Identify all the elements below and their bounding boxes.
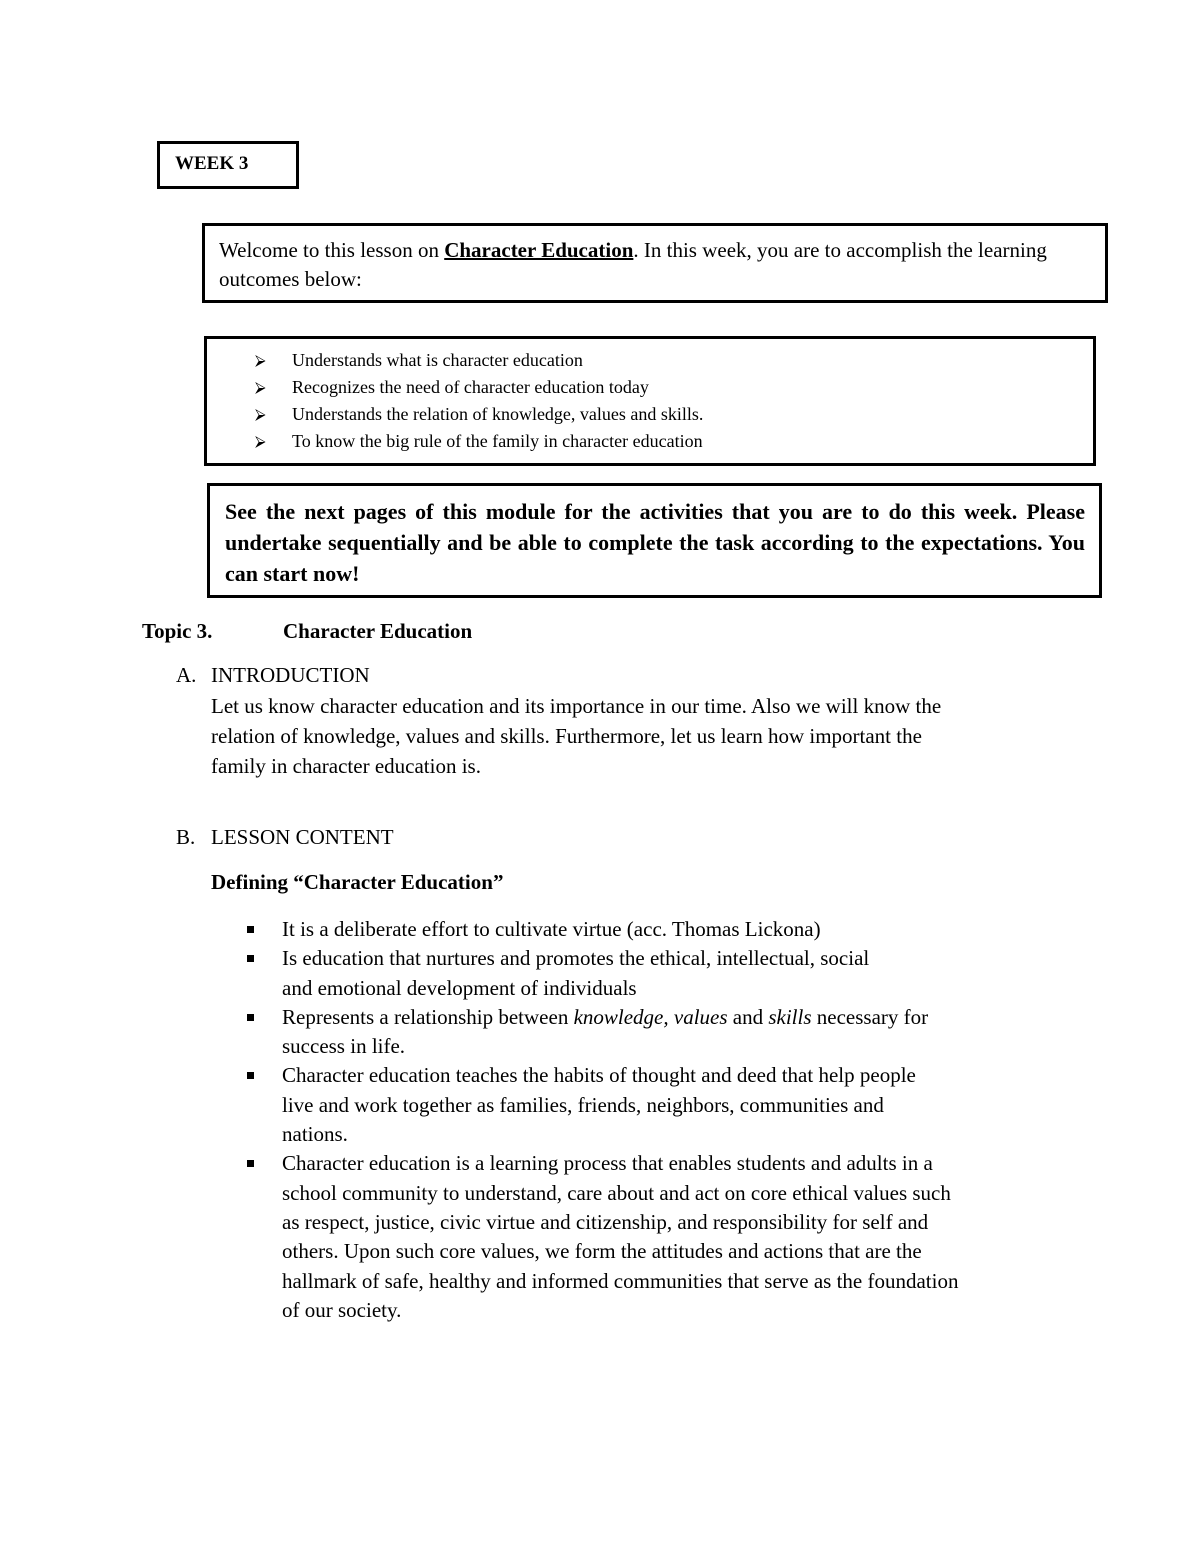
emphasis-knowledge-values: knowledge, values: [573, 1004, 728, 1029]
square-bullet-icon: [247, 1072, 254, 1079]
notice-text: See the next pages of this module for the activities that you are to do this week. Please undertake sequentially and be able to complete the task according to the expectations. You can start now!: [225, 499, 1085, 586]
emphasis-skills: skills: [768, 1004, 812, 1029]
learning-outcomes-list: [207, 339, 1093, 455]
arrow-bullet-icon: ⮚: [255, 351, 266, 369]
welcome-box: [202, 223, 1108, 303]
topic-title: Character Education: [283, 619, 473, 643]
welcome-suffix: . In this week, you are to accomplish the learning outcomes below:: [219, 238, 1047, 291]
week-label: WEEK 3: [175, 153, 249, 174]
list-item: Is education that nurtures and promotes the ethical, intellectual, social and emotional development of individuals: [244, 944, 1074, 1003]
square-bullet-icon: [247, 926, 254, 933]
square-bullet-icon: [247, 1160, 254, 1167]
list-item: It is a deliberate effort to cultivate virtue (acc. Thomas Lickona): [244, 915, 1074, 944]
section-a-title: INTRODUCTION: [211, 663, 370, 687]
list-item: Represents a relationship between knowledge, values and skills necessary for success in life.: [244, 1003, 1074, 1062]
notice-box: [207, 483, 1102, 598]
section-b-letter: B.: [176, 825, 196, 849]
section-a-letter: A.: [176, 663, 197, 687]
learning-outcome: ⮚ To know the big rule of the family in character education: [255, 428, 1093, 455]
welcome-prefix: Welcome to this lesson on: [219, 238, 445, 262]
topic-number: Topic 3.: [142, 619, 213, 643]
learning-outcome: ⮚ Understands what is character education: [255, 347, 1093, 374]
learning-outcome: ⮚ Understands the relation of knowledge, values and skills.: [255, 401, 1093, 428]
list-item: Character education teaches the habits of thought and deed that help people live and work together as families, friends, neighbors, communities and nations.: [244, 1061, 1074, 1149]
definition-subheading: Defining “Character Education”: [211, 870, 504, 894]
week-label-box: [157, 141, 299, 189]
arrow-bullet-icon: ⮚: [255, 432, 266, 450]
introduction-paragraph: Let us know character education and its importance in our time. Also we will know the relation of knowledge, values and skills. Furthermore, let us learn how important the family in character education is.: [211, 694, 942, 778]
arrow-bullet-icon: ⮚: [255, 405, 266, 423]
square-bullet-icon: [247, 1014, 254, 1021]
learning-outcome: ⮚ Recognizes the need of character education today: [255, 374, 1093, 401]
square-bullet-icon: [247, 955, 254, 962]
learning-outcomes-box: [204, 336, 1096, 466]
arrow-bullet-icon: ⮚: [255, 378, 266, 396]
course-title: Character Education: [444, 238, 634, 262]
section-b-title: LESSON CONTENT: [211, 825, 394, 849]
list-item: Character education is a learning process that enables students and adults in a school community to understand, care about and act on core ethical values such as respect, justice, civic virtue and citizenship, and responsibility for self and others. Upon such core values, we form the attitudes and actions that are the hallmark of safe, healthy and informed communities that serve as the foundation of our society.: [244, 1149, 1074, 1325]
definition-list: [244, 915, 1074, 1325]
